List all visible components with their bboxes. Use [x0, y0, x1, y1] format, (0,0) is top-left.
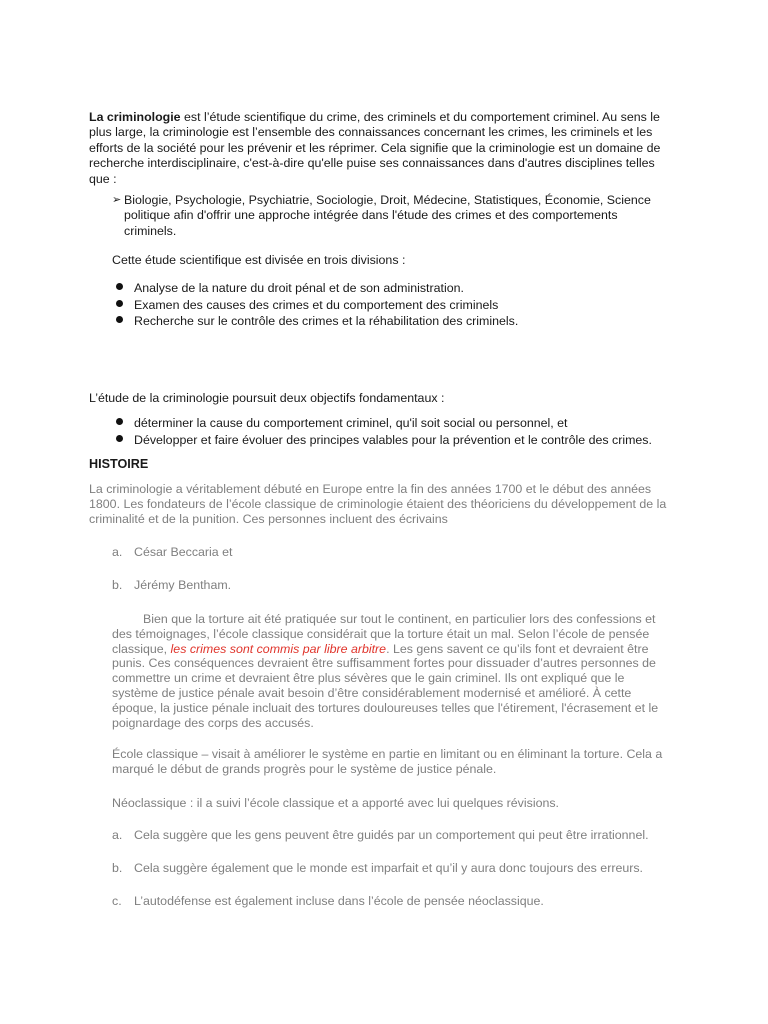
neo-point-b	[112, 861, 643, 876]
neo-point-text: L’autodéfense est également incluse dans l’école de pensée néoclassique.	[134, 894, 544, 908]
disciplines-item	[112, 193, 672, 239]
bullet-icon	[116, 316, 123, 323]
neo-point-text: Cela suggère que les gens peuvent être guidés par un comportement qui peut être irrationnel.	[134, 828, 649, 842]
neoclassique-paragraph: Néoclassique : il a suivi l’école classique et a apporté avec lui quelques révisions.	[112, 796, 559, 810]
ecole-classique-paragraph: École classique – visait à améliorer le système en partie en limitant ou en éliminant la torture. Cela a marqué le début de grands progrès pour le système de justice pénale.	[112, 747, 663, 776]
list-marker: b.	[112, 861, 123, 875]
torture-paragraph	[112, 612, 672, 730]
writer-item-b	[112, 578, 231, 593]
neo-point-text: Cela suggère également que le monde est imparfait et qu’il y aura donc toujours des erreurs.	[134, 861, 643, 875]
list-item	[112, 416, 652, 433]
bullet-icon	[116, 435, 123, 442]
objectives-intro: L’étude de la criminologie poursuit deux objectifs fondamentaux :	[89, 391, 445, 405]
section-heading-histoire: HISTOIRE	[89, 457, 149, 471]
histoire-paragraph: La criminologie a véritablement débuté en Europe entre la fin des années 1700 et le début des années 1800. Les fondateurs de l’école classique de criminologie étaient des théoriciens du développement de la criminalité et de la punition. Ces personnes incluent des écrivains	[89, 482, 667, 526]
list-item-text: Recherche sur le contrôle des crimes et la réhabilitation des criminels.	[134, 314, 519, 328]
bullet-icon	[116, 283, 123, 290]
list-item-text: Examen des causes des crimes et du comportement des criminels	[134, 297, 499, 312]
list-marker: a.	[112, 545, 123, 559]
intro-term: La criminologie	[89, 110, 181, 124]
list-marker: a.	[112, 828, 123, 842]
divisions-intro: Cette étude scientifique est divisée en trois divisions :	[112, 253, 406, 267]
intro-paragraph	[89, 110, 674, 187]
list-item	[112, 298, 518, 315]
writer-name: Jérémy Bentham.	[134, 578, 232, 592]
neo-point-a	[112, 828, 649, 843]
torture-text-before: Bien que la torture ait été pratiquée sur tout le continent, en particulier lors des confessions et des témoignages, l’école classique considérait que la torture était un mal. Selon l’école de pensée classique,	[112, 612, 656, 656]
list-item	[112, 433, 652, 450]
neo-point-c	[112, 894, 544, 909]
arrow-bullet-icon: ➢	[112, 194, 122, 206]
list-item-text: Analyse de la nature du droit pénal et de son administration.	[134, 281, 464, 295]
writer-item-a	[112, 545, 232, 560]
list-item	[112, 314, 518, 331]
divisions-list	[112, 281, 518, 331]
intro-text: est l’étude scientifique du crime, des criminels et du comportement criminel. Au sens le plus large, la criminologie est l’ensemble des connaissances concernant les crimes, les criminels et les efforts de la société pour les prévenir et les réprimer. Cela signifie que la criminologie est un domaine de recherche interdisciplinaire, c'est-à-dire qu'elle puise ses connaissances dans d'autres disciplines telles que :	[89, 110, 661, 186]
disciplines-text: Biologie, Psychologie, Psychiatrie, Sociologie, Droit, Médecine, Statistiques, Économie, Science politique afin d'offrir une approche intégrée dans l'étude des crimes et des comportements criminels.	[124, 193, 651, 238]
disciplines-list	[112, 193, 672, 239]
list-item-text: Développer et faire évoluer des principes valables pour la prévention et le contrôle des crimes.	[134, 432, 652, 447]
objectives-list	[112, 416, 652, 449]
bullet-icon	[116, 300, 123, 307]
free-will-highlight: les crimes sont commis par libre arbitre	[170, 641, 387, 656]
writer-name: César Beccaria et	[134, 545, 233, 559]
bullet-icon	[116, 418, 123, 425]
list-item-text: déterminer la cause du comportement criminel, qu'il soit social ou personnel, et	[134, 416, 568, 430]
torture-text-after: . Les gens savent ce qu’ils font et devraient être punis. Ces conséquences devraient être suffisamment fortes pour dissuader d’autres personnes de commettre un crime et devraient être plus sévères que le gain criminel. Ils ont expliqué que le système de justice pénale avait besoin d’être considérablement modernisé et amélioré. À cette époque, la justice pénale incluait des tortures douloureuses telles que l'étirement, l'écrasement et le poignardage des corps des accusés.	[112, 641, 659, 730]
list-marker: c.	[112, 894, 122, 908]
list-marker: b.	[112, 578, 123, 592]
list-item	[112, 281, 518, 298]
